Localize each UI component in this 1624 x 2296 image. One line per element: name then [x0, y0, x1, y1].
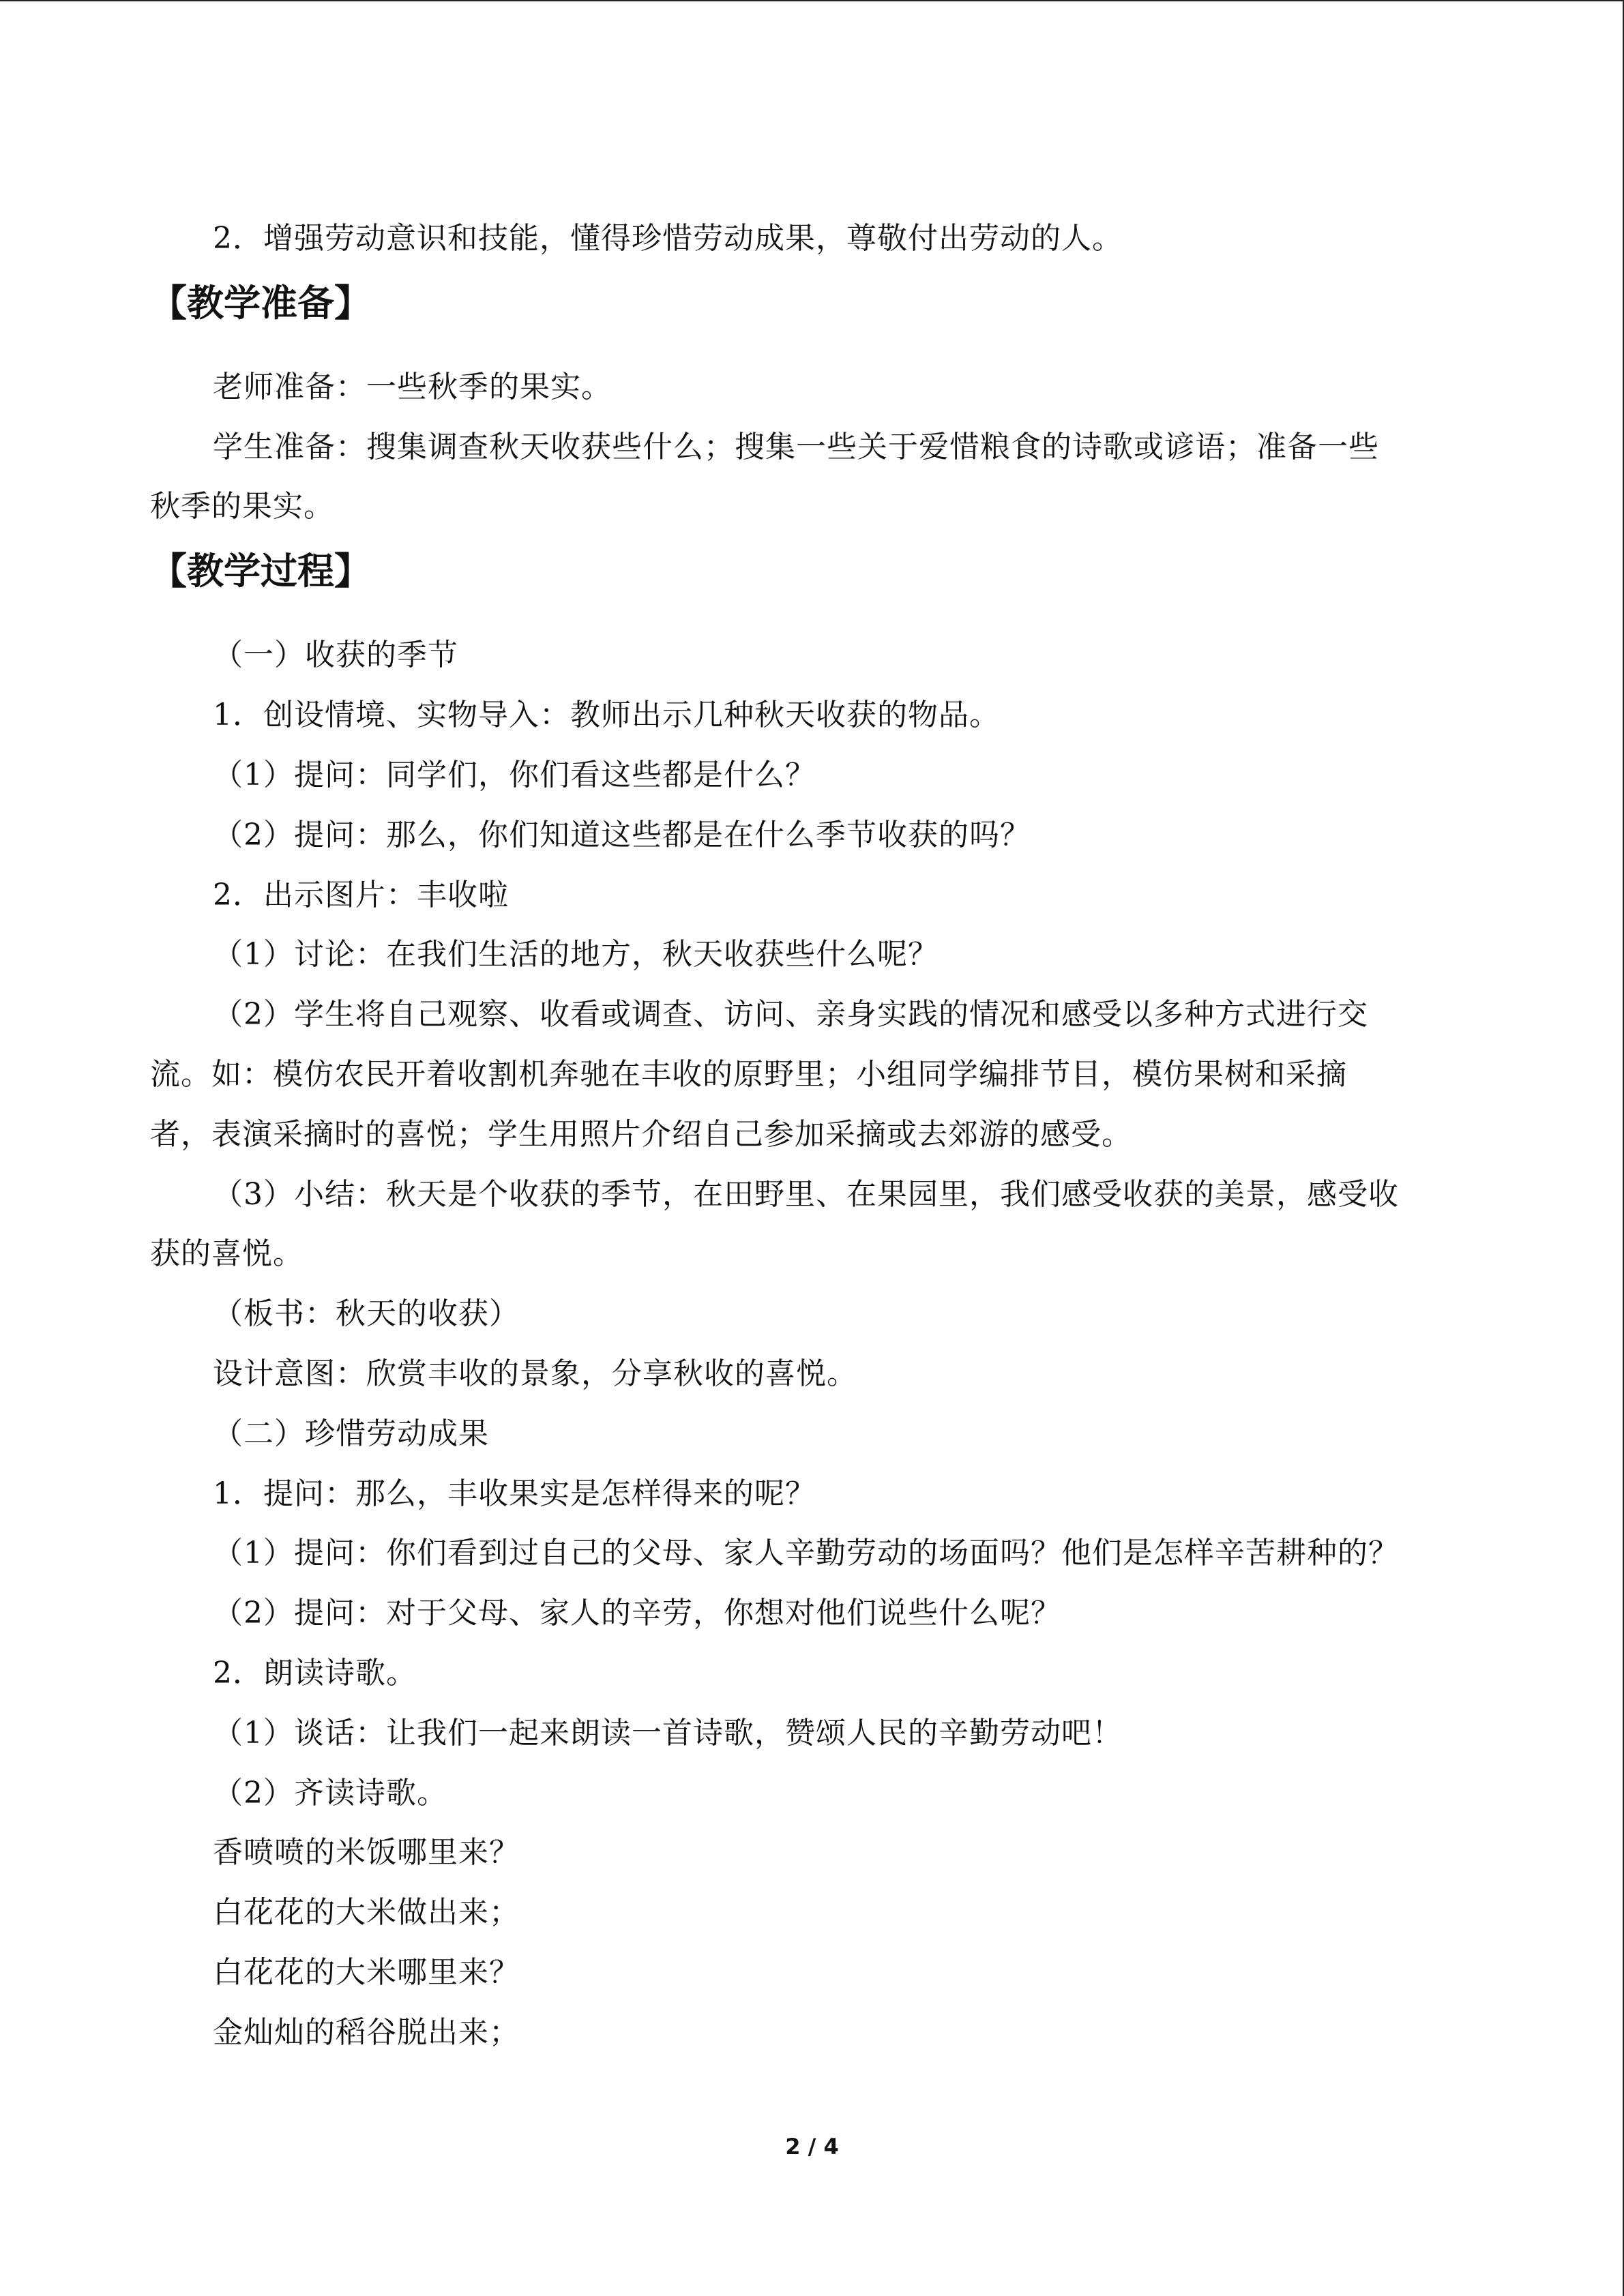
teacher-preparation: 老师准备：一些秋季的果实。 — [213, 370, 612, 404]
student-preparation-line-2: 秋季的果实。 — [150, 489, 334, 524]
step-2-1-2: （2）提问：对于父母、家人的辛劳，你想对他们说些什么呢？ — [213, 1596, 1061, 1630]
subsection-title-2: （二）珍惜劳动成果 — [213, 1416, 489, 1451]
step-1-2-3-line-1: （3）小结：秋天是个收获的季节，在田野里、在果园里，我们感受收获的美景，感受收 — [213, 1177, 1399, 1212]
step-2-1-1: （1）提问：你们看到过自己的父母、家人辛勤劳动的场面吗？他们是怎样辛苦耕种的？ — [213, 1536, 1399, 1570]
objective-2: 2．增强劳动意识和技能，懂得珍惜劳动成果，尊敬付出劳动的人。 — [213, 221, 1123, 256]
step-2-2-1: （1）谈话：让我们一起来朗读一首诗歌，赞颂人民的辛勤劳动吧！ — [213, 1716, 1123, 1750]
step-1-2: 2．出示图片：丰收啦 — [213, 878, 509, 912]
step-2-1: 1．提问：那么，丰收果实是怎样得来的呢？ — [213, 1476, 816, 1511]
design-intent: 设计意图：欣赏丰收的景象，分享秋收的喜悦。 — [213, 1356, 857, 1391]
poem-line-1: 香喷喷的米饭哪里来？ — [213, 1835, 520, 1870]
step-2-2: 2．朗读诗歌。 — [213, 1656, 417, 1690]
step-1-2-3-line-2: 获的喜悦。 — [150, 1236, 304, 1271]
step-1-2-1: （1）讨论：在我们生活的地方，秋天收获些什么呢？ — [213, 937, 939, 972]
step-1-2-2-line-1: （2）学生将自己观察、收看或调查、访问、亲身实践的情况和感受以多种方式进行交 — [213, 997, 1368, 1032]
step-1-1-question-1: （1）提问：同学们，你们看这些都是什么？ — [213, 758, 816, 792]
section-heading-process: 【教学过程】 — [150, 549, 371, 593]
step-1-1: 1．创设情境、实物导入：教师出示几种秋天收获的物品。 — [213, 698, 1000, 732]
section-heading-preparation: 【教学准备】 — [150, 281, 371, 325]
board-note: （板书：秋天的收获） — [213, 1296, 520, 1331]
poem-line-3: 白花花的大米哪里来？ — [213, 1955, 520, 1990]
step-1-2-2-line-3: 者，表演采摘时的喜悦；学生用照片介绍自己参加采摘或去郊游的感受。 — [150, 1117, 1132, 1152]
poem-line-4: 金灿灿的稻谷脱出来； — [213, 2015, 520, 2050]
subsection-title-1: （一）收获的季节 — [213, 638, 458, 672]
page-number: 2 / 4 — [785, 2134, 839, 2160]
step-1-2-2-line-2: 流。如：模仿农民开着收割机奔驰在丰收的原野里；小组同学编排节目，模仿果树和采摘 — [150, 1057, 1347, 1092]
step-2-2-2: （2）齐读诗歌。 — [213, 1776, 447, 1810]
student-preparation-line-1: 学生准备：搜集调查秋天收获些什么；搜集一些关于爱惜粮食的诗歌或谚语；准备一些 — [213, 430, 1379, 464]
step-1-1-question-2: （2）提问：那么，你们知道这些都是在什么季节收获的吗？ — [213, 818, 1031, 852]
poem-line-2: 白花花的大米做出来； — [213, 1895, 520, 1930]
